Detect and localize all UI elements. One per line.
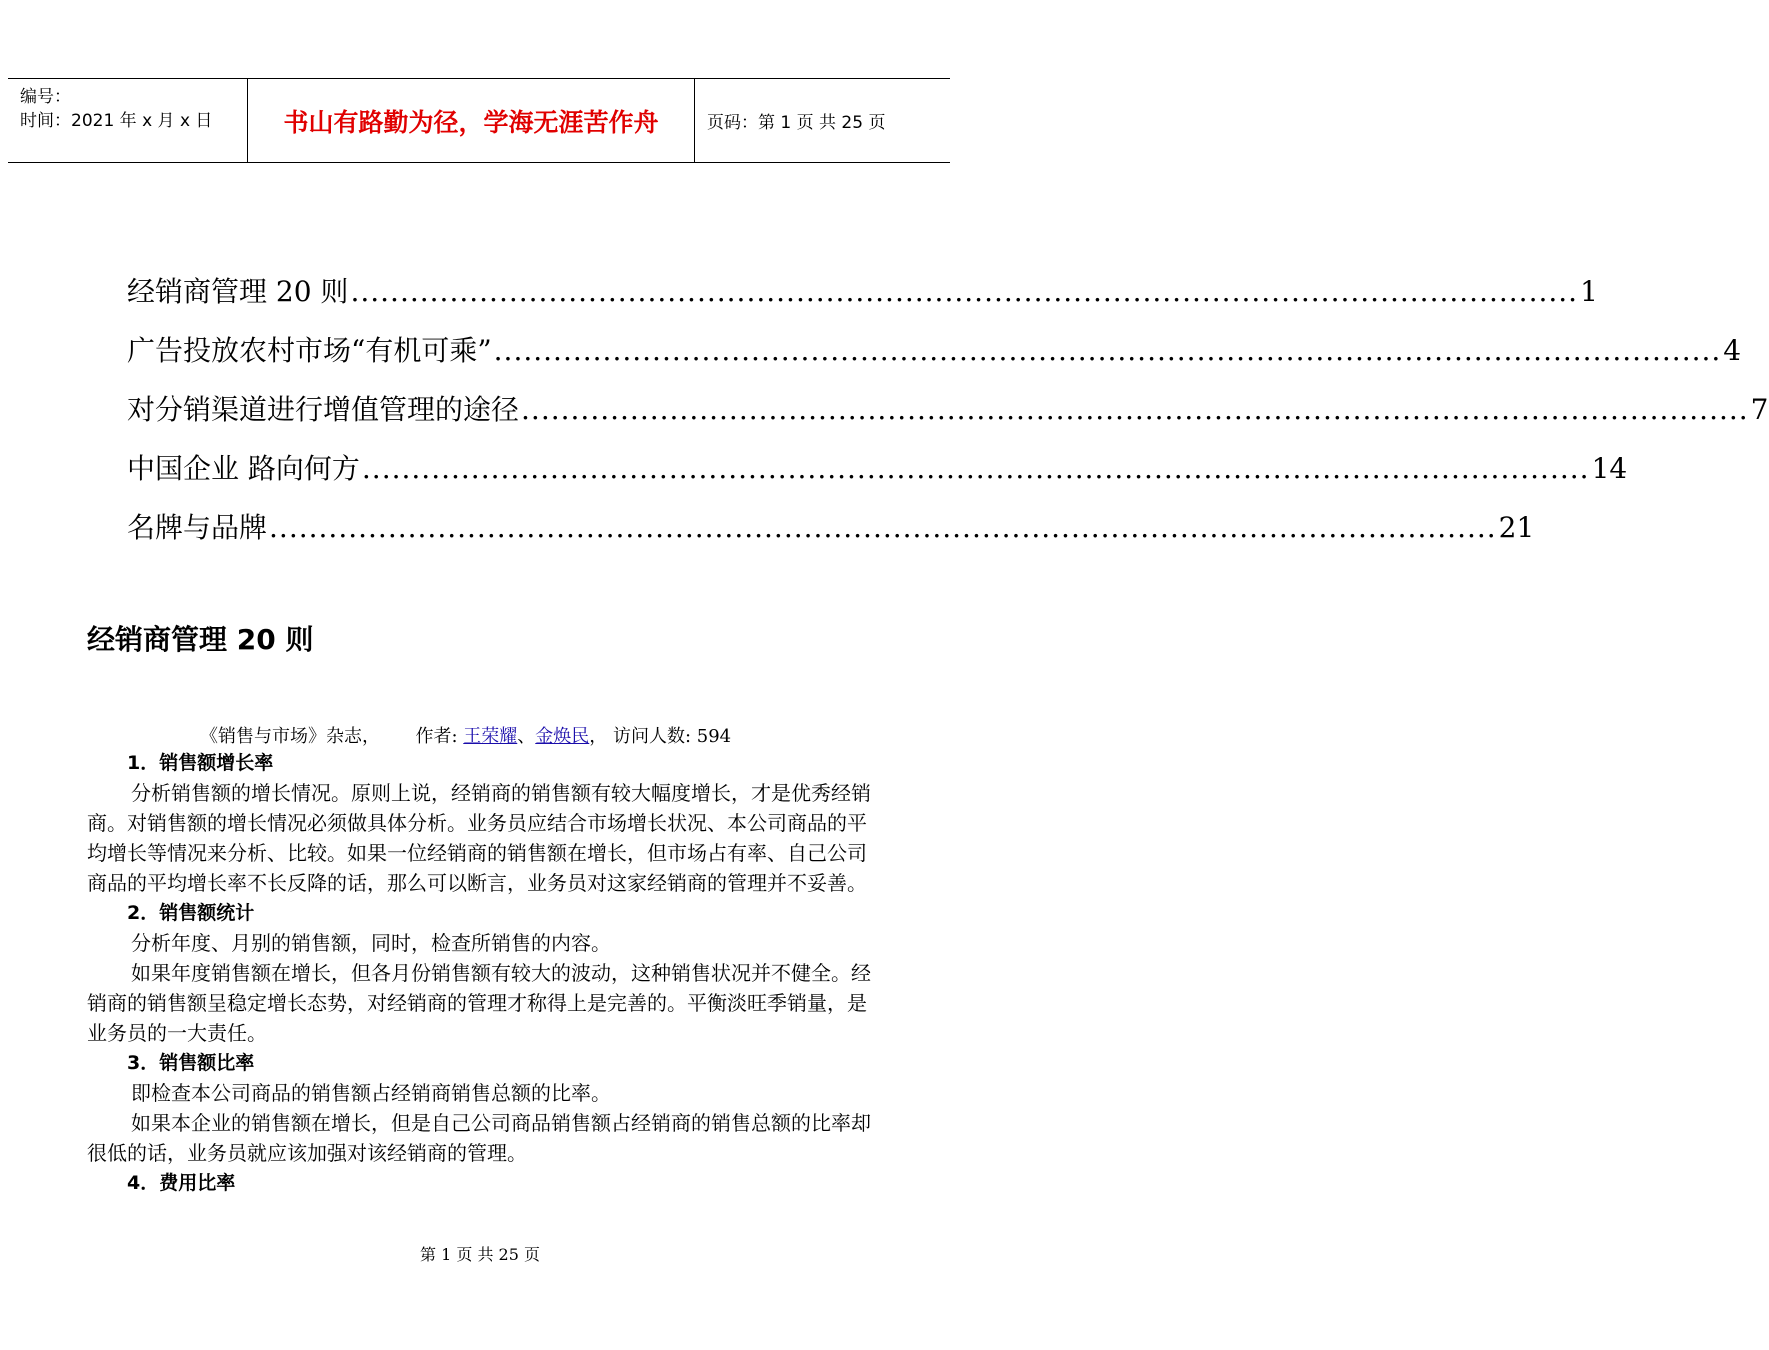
section-heading: 1．销售额增长率 <box>127 752 274 774</box>
toc-leader: ............................................................................................................................ <box>269 511 1497 544</box>
article-source: 《销售与市场》杂志， <box>200 726 380 747</box>
toc-leader: ............................................................................................................................ <box>361 452 1590 485</box>
page-footer: 第 1 页 共 25 页 <box>420 1245 540 1264</box>
author-link-2[interactable]: 金焕民 <box>535 726 590 747</box>
toc-page: 14 <box>1591 452 1628 485</box>
time-label: 时间：2021 年 x 月 x 日 <box>20 111 213 131</box>
header-meta-cell <box>8 79 248 162</box>
toc-title: 广告投放农村市场“有机可乘” <box>127 334 492 367</box>
section-heading: 3．销售额比率 <box>127 1052 255 1074</box>
table-of-contents <box>127 262 1769 557</box>
header-motto: 书山有路勤为径，学海无涯苦作舟 <box>248 79 695 162</box>
paragraph: 分析销售额的增长情况。原则上说，经销商的销售额有较大幅度增长，才是优秀经销商。对销售额的增长情况必须做具体分析。业务员应结合市场增长状况、本公司商品的平均增长等情况来分析、比较。如果一位经销商的销售额在增长，但市场占有率、自己公司商品的平均增长率不长反降的话，那么可以断言，业务员对这家经销商的管理并不妥善。 <box>87 781 871 895</box>
toc-entry[interactable] <box>127 262 1598 321</box>
author-separator: 、 <box>517 726 536 747</box>
paragraph: 分析年度、月别的销售额，同时，检查所销售的内容。 <box>131 931 611 955</box>
paragraph: 如果年度销售额在增长，但各月份销售额有较大的波动，这种销售状况并不健全。经销商的销售额呈稳定增长态势，对经销商的管理才称得上是完善的。平衡淡旺季销量，是业务员的一大责任。 <box>87 961 871 1045</box>
toc-leader: ............................................................................................................................ <box>521 393 1749 426</box>
toc-page: 7 <box>1750 393 1769 426</box>
number-label: 编号： <box>20 87 71 107</box>
toc-title: 经销商管理 20 则 <box>127 275 349 308</box>
paragraph: 如果本企业的销售额在增长，但是自己公司商品销售额占经销商的销售总额的比率却很低的话，业务员就应该加强对该经销商的管理。 <box>87 1111 871 1165</box>
toc-page: 21 <box>1498 511 1535 544</box>
toc-leader: ............................................................................................................................ <box>350 275 1579 308</box>
author-label: 作者: <box>415 726 464 747</box>
article-body <box>87 748 877 1198</box>
header-table <box>8 78 950 163</box>
toc-title: 对分销渠道进行增值管理的途径 <box>127 393 520 426</box>
article-title: 经销商管理 20 则 <box>87 623 314 656</box>
section-heading: 4．费用比率 <box>127 1172 236 1194</box>
toc-entry[interactable] <box>127 380 1769 439</box>
toc-leader: ............................................................................................................................ <box>493 334 1722 367</box>
article-byline <box>200 722 731 748</box>
toc-page: 1 <box>1580 275 1598 308</box>
toc-entry[interactable] <box>127 439 1628 498</box>
toc-page: 4 <box>1723 334 1742 367</box>
toc-title: 名牌与品牌 <box>127 511 268 544</box>
header-page-label: 页码：第 1 页 共 25 页 <box>707 113 886 133</box>
section-heading: 2．销售额统计 <box>127 902 255 924</box>
paragraph: 即检查本公司商品的销售额占经销商销售总额的比率。 <box>131 1081 611 1105</box>
toc-entry[interactable] <box>127 498 1535 557</box>
author-link-1[interactable]: 王荣耀 <box>463 726 518 747</box>
toc-entry[interactable] <box>127 321 1742 380</box>
toc-title: 中国企业 路向何方 <box>127 452 360 485</box>
visit-count: ， 访问人数: 594 <box>589 726 732 747</box>
